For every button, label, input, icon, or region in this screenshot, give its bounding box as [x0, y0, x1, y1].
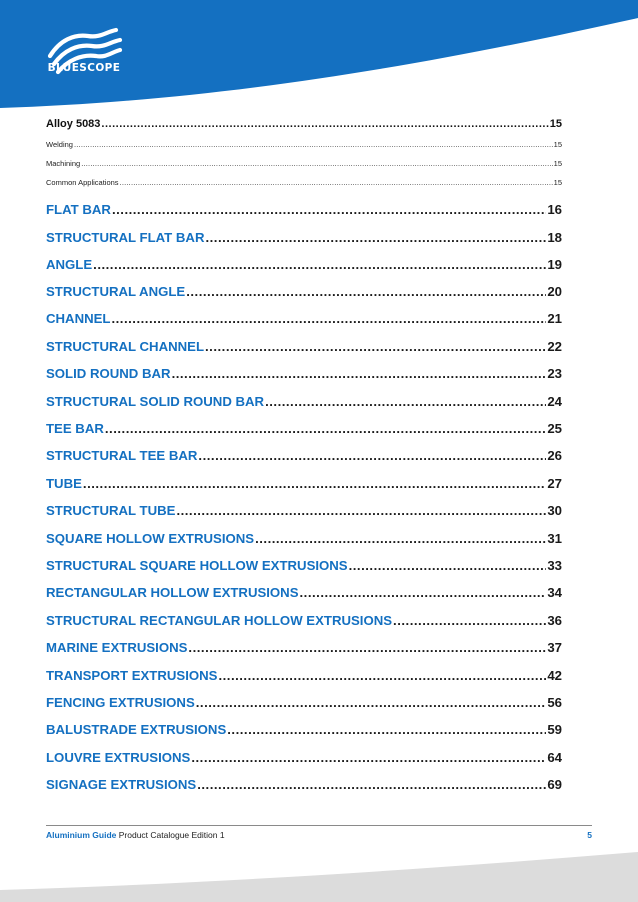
toc-entry-structural-flat-bar[interactable]	[46, 230, 562, 245]
toc-entry-page: 64	[547, 750, 562, 765]
leader-dots	[105, 421, 546, 436]
footer-brand-text: Aluminium Guide	[46, 830, 117, 840]
toc-subentry-common-applications[interactable]	[46, 178, 562, 187]
leader-dots	[188, 640, 546, 655]
toc-entry-label: ANGLE	[46, 257, 93, 272]
toc-entry-label: CHANNEL	[46, 311, 111, 326]
footer-title	[46, 830, 225, 840]
toc-entry-transport-extrusions[interactable]	[46, 668, 562, 683]
toc-entry-label: Machining	[46, 159, 81, 168]
toc-entry-marine-extrusions[interactable]	[46, 640, 562, 655]
leader-dots	[101, 118, 548, 130]
footer-divider	[46, 825, 592, 826]
toc-entry-channel[interactable]	[46, 311, 562, 326]
toc-entry-label: STRUCTURAL SOLID ROUND BAR	[46, 394, 265, 409]
toc-entry-fencing-extrusions[interactable]	[46, 695, 562, 710]
toc-entry-label: TEE BAR	[46, 421, 104, 436]
toc-entry-balustrade-extrusions[interactable]	[46, 722, 562, 737]
toc-entry-page: 24	[547, 394, 562, 409]
toc-entry-structural-tee-bar[interactable]	[46, 448, 562, 463]
toc-entry-label: TRANSPORT EXTRUSIONS	[46, 668, 218, 683]
footer-page-number: 5	[587, 830, 592, 840]
toc-entry-page: 15	[553, 178, 562, 187]
leader-dots	[120, 178, 553, 187]
leader-dots	[111, 311, 546, 326]
toc-entry-page: 56	[547, 695, 562, 710]
toc-entry-page: 25	[547, 421, 562, 436]
toc-entry-rectangular-hollow-extrusions[interactable]	[46, 585, 562, 600]
leader-dots	[300, 585, 547, 600]
toc-entry-label: STRUCTURAL CHANNEL	[46, 339, 204, 354]
toc-subentry-machining[interactable]	[46, 159, 562, 168]
leader-dots	[393, 613, 546, 628]
leader-dots	[191, 750, 546, 765]
toc-entry-square-hollow-extrusions[interactable]	[46, 531, 562, 546]
toc-entry-alloy-5083[interactable]	[46, 118, 562, 130]
toc-entry-tube[interactable]	[46, 476, 562, 491]
toc-entry-structural-angle[interactable]	[46, 284, 562, 299]
toc-entry-page: 26	[547, 448, 562, 463]
toc-entry-label: Alloy 5083	[46, 118, 101, 130]
toc-entry-page: 23	[547, 366, 562, 381]
leader-dots	[227, 722, 546, 737]
toc-entry-page: 20	[547, 284, 562, 299]
toc-entry-page: 30	[547, 503, 562, 518]
toc-entry-structural-tube[interactable]	[46, 503, 562, 518]
leader-dots	[74, 140, 553, 149]
toc-entry-signage-extrusions[interactable]	[46, 777, 562, 792]
toc-entry-label: RECTANGULAR HOLLOW EXTRUSIONS	[46, 585, 299, 600]
toc-entry-angle[interactable]	[46, 257, 562, 272]
toc-entry-label: FENCING EXTRUSIONS	[46, 695, 195, 710]
leader-dots	[172, 366, 547, 381]
leader-dots	[196, 695, 547, 710]
toc-entry-page: 36	[547, 613, 562, 628]
toc-entry-label: FLAT BAR	[46, 202, 111, 217]
toc-entry-page: 22	[547, 339, 562, 354]
toc-entry-tee-bar[interactable]	[46, 421, 562, 436]
toc-entry-label: Common Applications	[46, 178, 119, 187]
toc-entry-structural-square-hollow-extrusions[interactable]	[46, 558, 562, 573]
toc-entry-page: 16	[547, 202, 562, 217]
leader-dots	[186, 284, 546, 299]
leader-dots	[197, 777, 546, 792]
toc-entry-label: SOLID ROUND BAR	[46, 366, 171, 381]
toc-entry-page: 34	[547, 585, 562, 600]
toc-entry-page: 37	[547, 640, 562, 655]
toc-entry-label: SIGNAGE EXTRUSIONS	[46, 777, 197, 792]
toc-subentry-welding[interactable]	[46, 140, 562, 149]
toc-entry-page: 33	[547, 558, 562, 573]
toc-entry-structural-channel[interactable]	[46, 339, 562, 354]
toc-entry-page: 21	[547, 311, 562, 326]
toc-entry-label: STRUCTURAL SQUARE HOLLOW EXTRUSIONS	[46, 558, 348, 573]
leader-dots	[112, 202, 546, 217]
leader-dots	[205, 339, 546, 354]
leader-dots	[205, 230, 546, 245]
toc-entry-label: MARINE EXTRUSIONS	[46, 640, 188, 655]
toc-entry-page: 15	[549, 118, 562, 130]
toc-entry-label: TUBE	[46, 476, 82, 491]
toc-entry-page: 19	[547, 257, 562, 272]
toc-entry-page: 27	[547, 476, 562, 491]
leader-dots	[265, 394, 546, 409]
toc-entry-label: Welding	[46, 140, 73, 149]
toc-entry-label: LOUVRE EXTRUSIONS	[46, 750, 191, 765]
toc-entry-page: 31	[547, 531, 562, 546]
leader-dots	[83, 476, 546, 491]
leader-dots	[349, 558, 547, 573]
toc-entry-label: STRUCTURAL TEE BAR	[46, 448, 198, 463]
toc-entry-label: STRUCTURAL TUBE	[46, 503, 176, 518]
logo-text: BLUESCOPE	[47, 62, 121, 74]
toc-entry-page: 69	[547, 777, 562, 792]
toc-entry-structural-rectangular-hollow-extrusions[interactable]	[46, 613, 562, 628]
footer-edition-text: Product Catalogue Edition 1	[116, 830, 225, 840]
footer-grey-band	[0, 840, 638, 902]
toc-entry-page: 15	[553, 140, 562, 149]
toc-entry-page: 18	[547, 230, 562, 245]
toc-entry-page: 15	[553, 159, 562, 168]
toc-entry-flat-bar[interactable]	[46, 202, 562, 217]
toc-entry-label: STRUCTURAL RECTANGULAR HOLLOW EXTRUSIONS	[46, 613, 393, 628]
toc-entry-label: SQUARE HOLLOW EXTRUSIONS	[46, 531, 255, 546]
leader-dots	[176, 503, 546, 518]
leader-dots	[255, 531, 546, 546]
leader-dots	[198, 448, 546, 463]
toc-entry-page: 59	[547, 722, 562, 737]
toc-entry-label: STRUCTURAL ANGLE	[46, 284, 186, 299]
toc-entry-structural-solid-round-bar[interactable]	[46, 394, 562, 409]
toc-entry-label: STRUCTURAL FLAT BAR	[46, 230, 205, 245]
toc-entry-page: 42	[547, 668, 562, 683]
toc-entry-louvre-extrusions[interactable]	[46, 750, 562, 765]
toc-entry-solid-round-bar[interactable]	[46, 366, 562, 381]
toc-entry-label: BALUSTRADE EXTRUSIONS	[46, 722, 227, 737]
leader-dots	[81, 159, 552, 168]
leader-dots	[93, 257, 546, 272]
leader-dots	[218, 668, 546, 683]
